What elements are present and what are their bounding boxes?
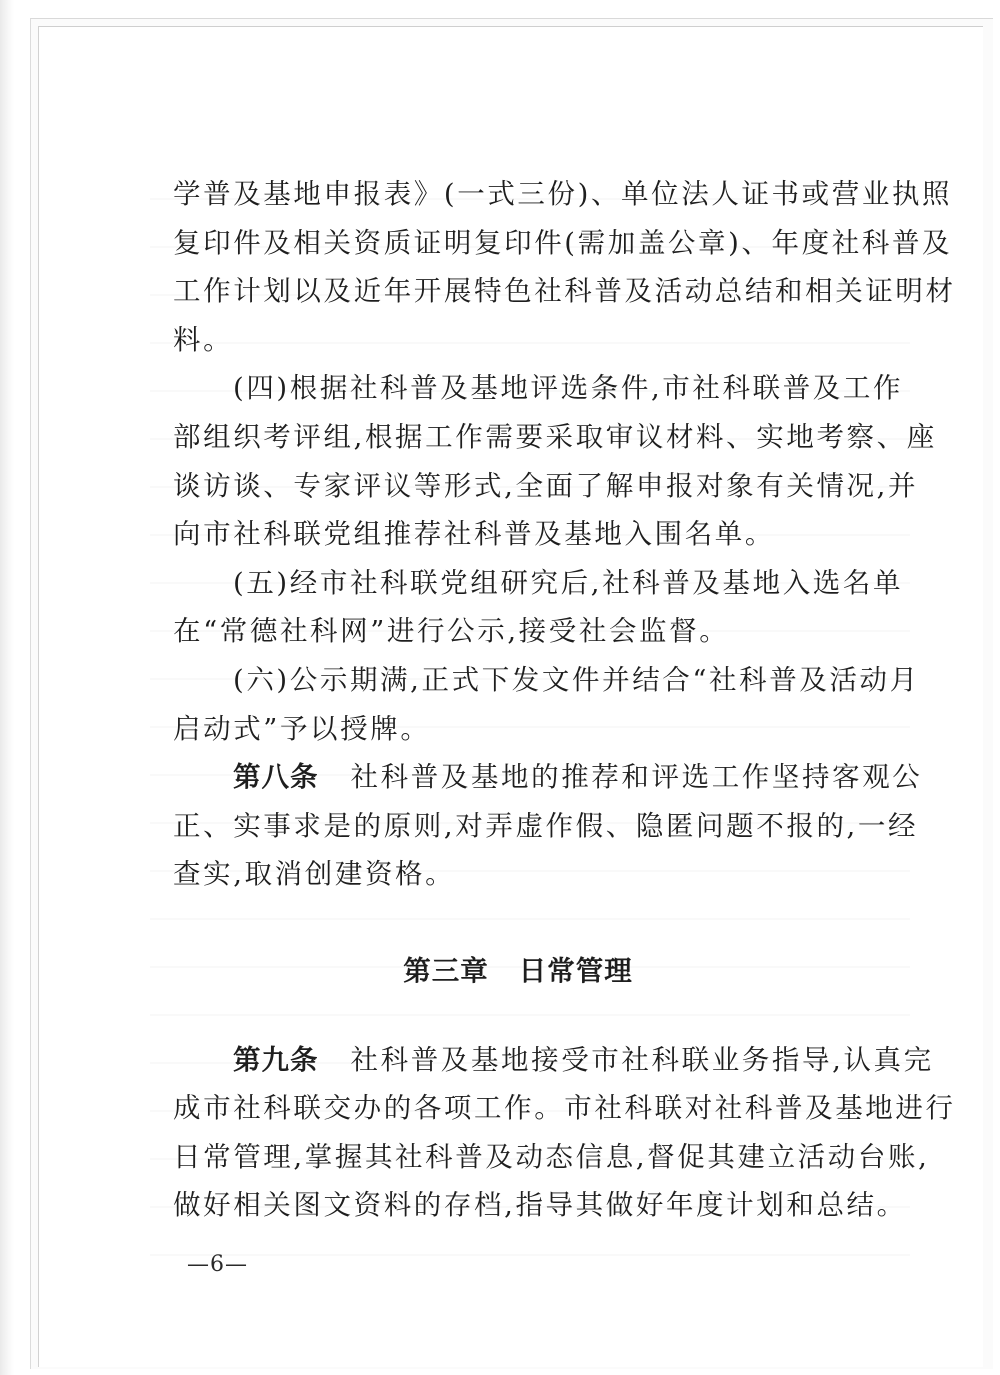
text-line: 谈访谈、专家评议等形式,全面了解申报对象有关情况,并 <box>173 469 919 502</box>
text-line: 启动式”予以授牌。 <box>173 712 431 745</box>
article-8-label: 第八条 <box>233 761 319 794</box>
text-line: 工作计划以及近年开展特色社科普及活动总结和相关证明材 <box>173 275 956 308</box>
text-line: 日常管理,掌握其社科普及动态信息,督促其建立活动台账, <box>173 1140 930 1173</box>
text-line: 向市社科联党组推荐社科普及基地入围名单。 <box>173 518 775 551</box>
article-9 <box>173 1036 956 1230</box>
chapter-title: 日常管理 <box>518 954 633 987</box>
chapter-number: 第三章 <box>403 954 489 987</box>
text-line: (四)根据社科普及基地评选条件,市社科联普及工作 <box>233 372 904 405</box>
paragraph-item-5 <box>173 559 904 656</box>
text-line: 学普及基地申报表》(一式三份)、单位法人证书或营业执照 <box>173 178 953 210</box>
paragraph-item-6 <box>173 656 920 753</box>
paragraph-continuation <box>173 170 956 364</box>
chapter-heading <box>173 947 893 996</box>
document-body <box>173 170 956 1230</box>
text-line: 做好相关图文资料的存档,指导其做好年度计划和总结。 <box>173 1189 907 1222</box>
text-line: 复印件及相关资质证明复印件(需加盖公章)、年度社科普及 <box>173 226 953 259</box>
article-8-text: 社科普及基地的推荐和评选工作坚持客观公 <box>350 761 923 794</box>
article-9-text: 社科普及基地接受市社科联业务指导,认真完 <box>350 1043 934 1076</box>
article-9-label: 第九条 <box>233 1043 319 1076</box>
text-line: 查实,取消创建资格。 <box>173 858 456 891</box>
paragraph-item-4 <box>173 364 937 558</box>
text-line: 料。 <box>173 323 234 356</box>
article-8 <box>173 753 923 899</box>
text-line: 成市社科联交办的各项工作。市社科联对社科普及基地进行 <box>173 1092 956 1125</box>
page-number: —6— <box>187 1252 248 1277</box>
text-line: (五)经市社科联党组研究后,社科普及基地入选名单 <box>233 566 904 599</box>
text-line: 部组织考评组,根据工作需要采取审议材料、实地考察、座 <box>173 420 937 453</box>
article-8-first-line <box>173 753 923 802</box>
article-9-first-line <box>173 1036 934 1085</box>
text-line: 在“常德社科网”进行公示,接受社会监督。 <box>173 615 730 648</box>
text-line: (六)公示期满,正式下发文件并结合“社科普及活动月 <box>233 663 920 696</box>
text-line: 正、实事求是的原则,对弄虚作假、隐匿问题不报的,一经 <box>173 809 919 842</box>
